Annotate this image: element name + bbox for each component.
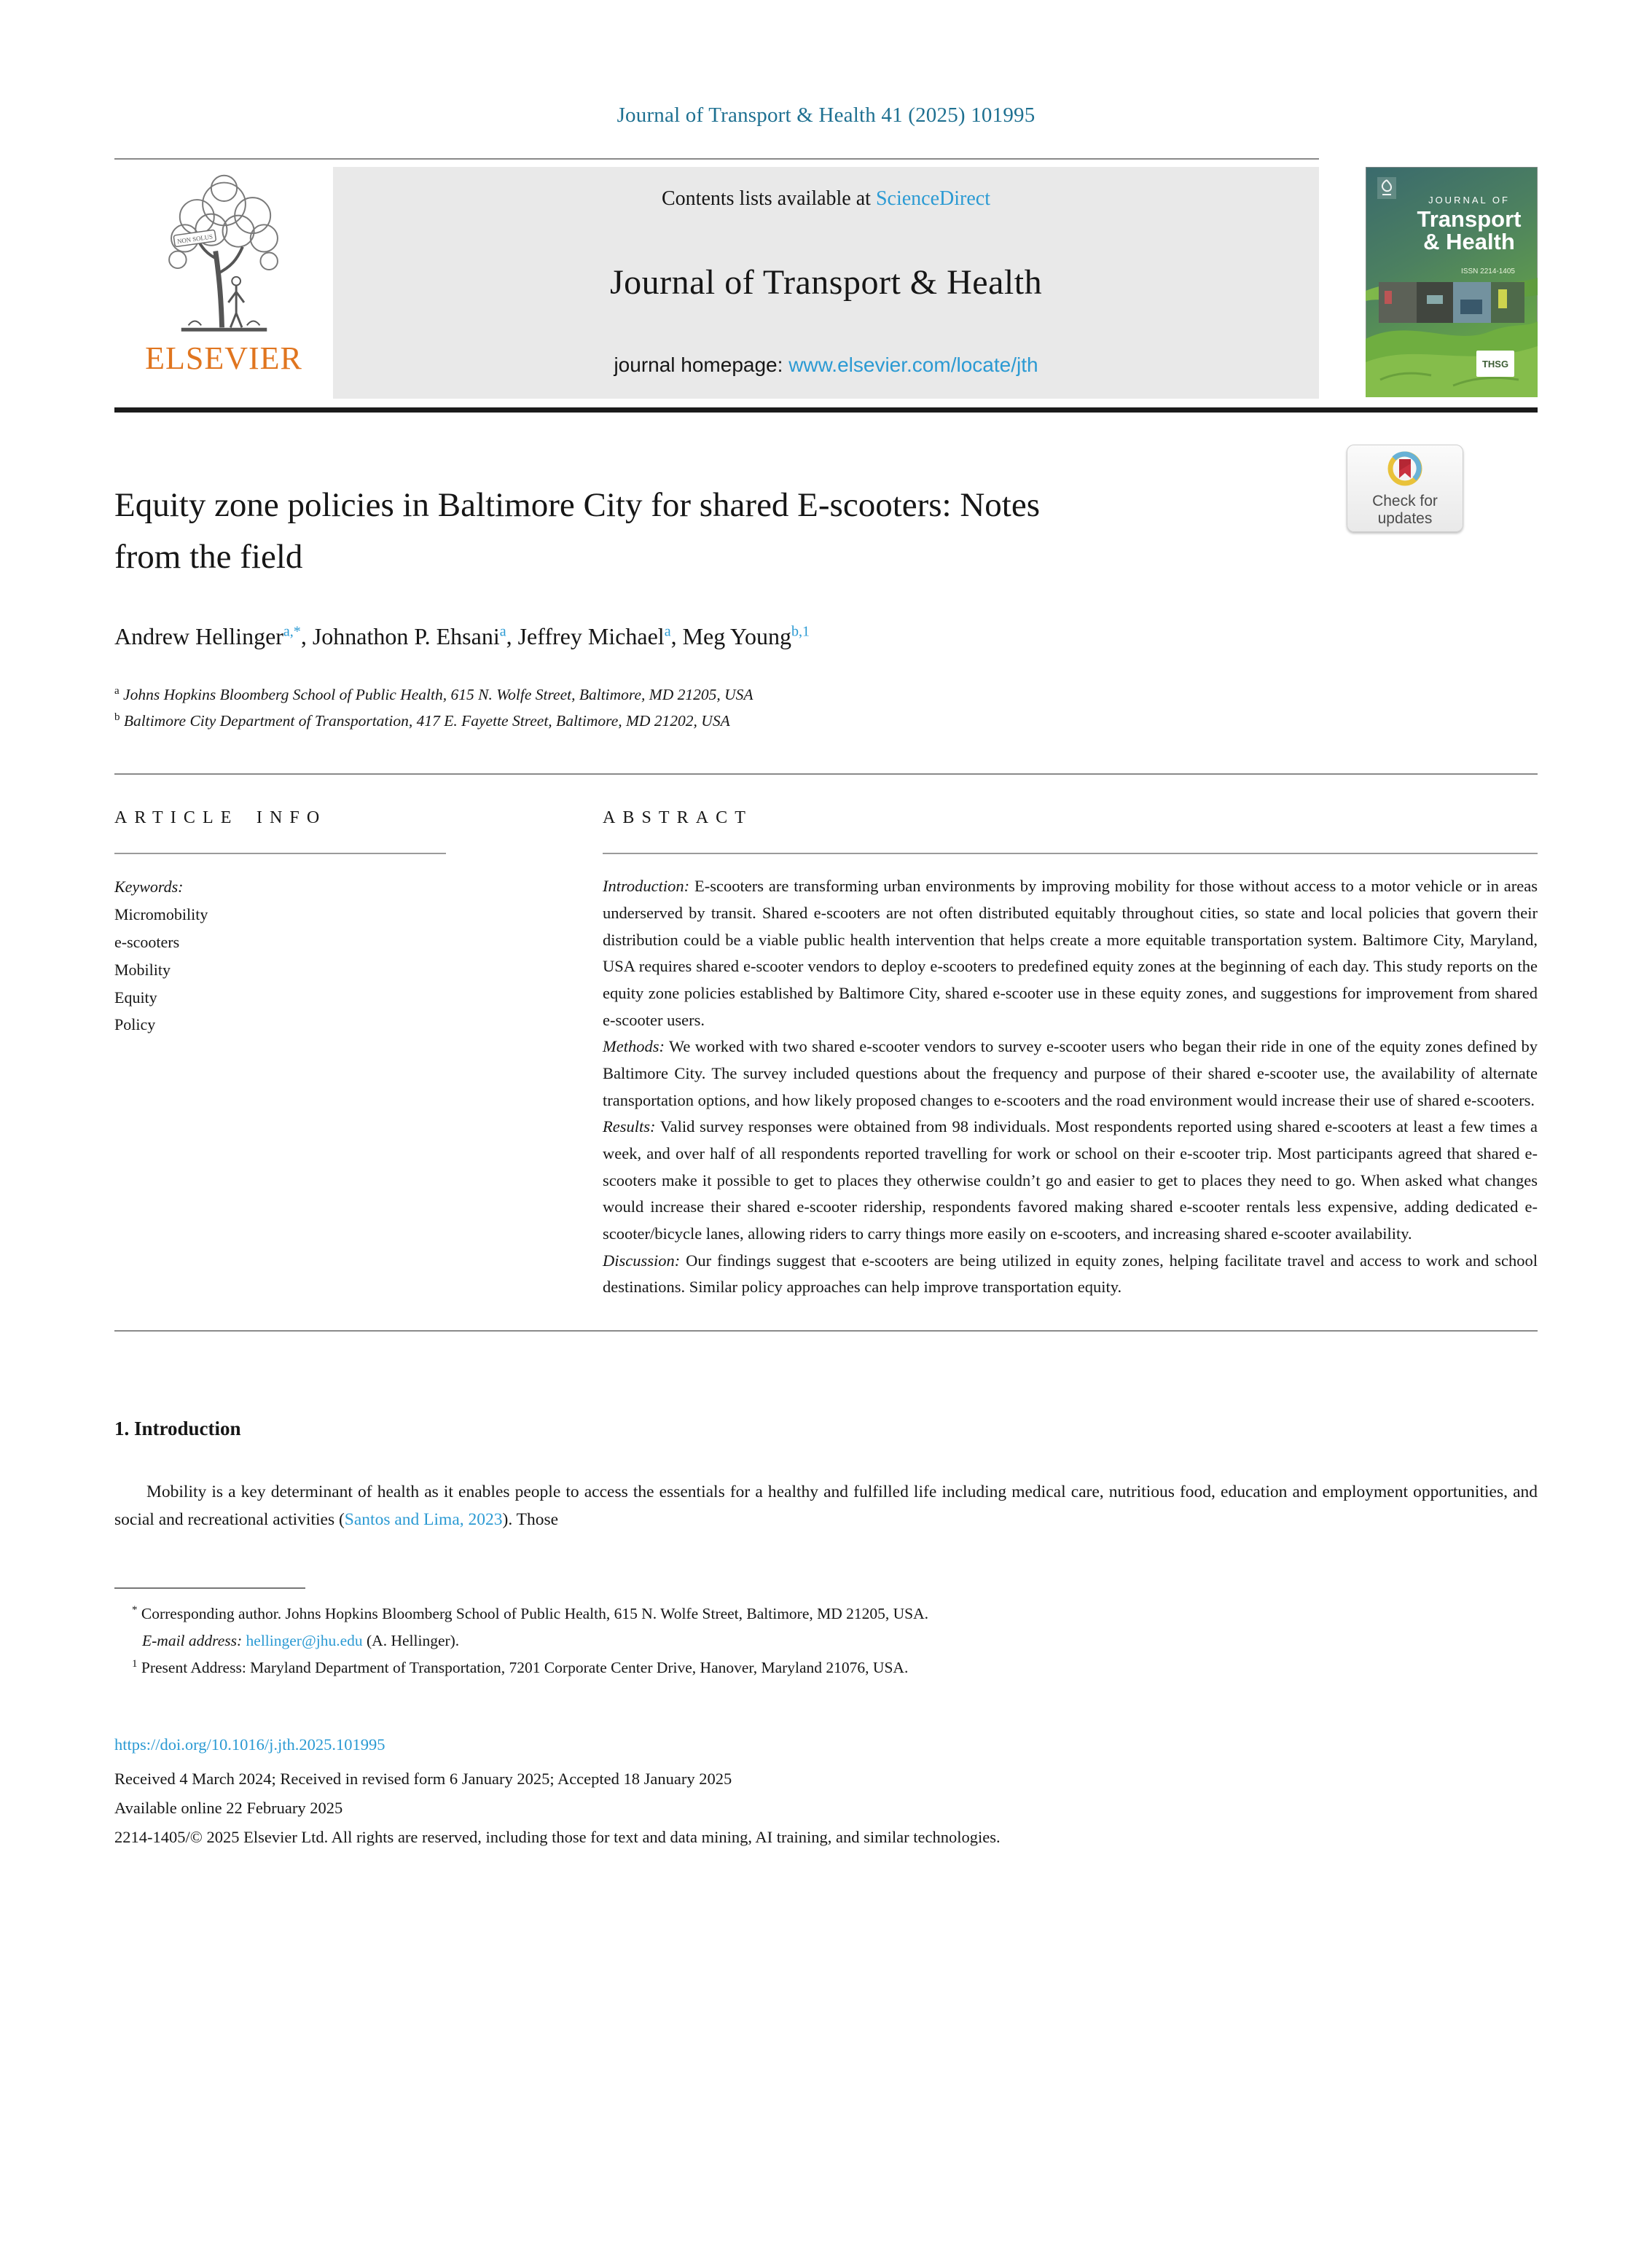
introduction-heading: 1. Introduction (114, 1418, 241, 1439)
author: Andrew Hellinger$^{a,*}$, (114, 623, 313, 649)
article-info-column (114, 808, 446, 1301)
homepage-prefix: journal homepage: (614, 353, 789, 376)
article-title: Equity zone policies in Baltimore City for shared E-scooters: Notes from the field (114, 486, 1041, 576)
keyword: Micromobility (114, 905, 208, 924)
abstract-column (603, 808, 1538, 1301)
abstract-discussion: Discussion: Our findings suggest that e-scooters are being utilized in equity zones, helping facilitate travel and access to work and school destinations. Similar policy approaches can help improve transportation equity. (603, 1251, 1538, 1297)
cover-photo-strip (1379, 282, 1524, 323)
copyright-line: 2214-1405/© 2025 Elsevier Ltd. All rights are reserved, including those for text and data mining, AI training, and similar technologies. (114, 1828, 1001, 1847)
running-head-citation: Journal of Transport & Health 41 (2025) 101995 (616, 103, 1036, 127)
available-online-line: Available online 22 February 2025 (114, 1799, 343, 1818)
doi-link[interactable]: https://doi.org/10.1016/j.jth.2025.101995 (114, 1735, 385, 1754)
keyword: e-scooters (114, 932, 180, 951)
journal-title: Journal of Transport & Health (609, 262, 1043, 302)
keyword: Equity (114, 988, 157, 1007)
abstract-heading: ABSTRACT (603, 808, 753, 828)
email-link[interactable]: hellinger@jhu.edu (246, 1632, 363, 1650)
elsevier-figure (228, 277, 244, 328)
homepage-link[interactable]: www.elsevier.com/locate/jth (788, 353, 1038, 376)
abstract-text (603, 873, 1538, 1301)
journal-banner-box (333, 167, 1319, 399)
check-updates-label: Check for updates (1372, 492, 1438, 527)
article-info-heading: ARTICLE INFO (114, 808, 327, 828)
meta-bottom-rule (114, 1330, 1538, 1332)
publication-history (114, 1764, 1538, 1852)
keyword: Mobility (114, 960, 171, 979)
elsevier-wordmark: ELSEVIER (145, 340, 302, 376)
author-affil-link[interactable]: b,1 (791, 623, 810, 640)
cover-thsg-text: THSG (1481, 359, 1509, 370)
abstract-introduction: Introduction: E-scooters are transforming urban environments by improving mobility for those without access to a motor vehicle or in areas underserved by transit. Shared e-scooters are not often distributed equitably throughout cities, so state and local policies that govern their distribution could be a viable public health intervention that helps create a more equitable transportation system. Baltimore City, Maryland, USA requires shared e-scooter vendors to deploy e-scooters to predefined equity zones at the beginning of each day. This study reports on the equity zone policies established by Baltimore City, shared e-scooter use in these equity zones, and suggestions for improvement from shared e-scooter users. (603, 877, 1538, 1029)
author-affil-link[interactable]: a (664, 623, 671, 640)
keywords-block (114, 873, 446, 1039)
author-affil-link[interactable]: a (499, 623, 506, 640)
contents-prefix: Contents lists available at (662, 187, 876, 210)
citation-link-santos-lima[interactable]: Santos and Lima, 2023 (344, 1510, 503, 1530)
check-updates-icon (1382, 449, 1428, 491)
introduction-paragraph: Mobility is a key determinant of health as it enables people to access the essentials for a healthy and fulfilled life including medical care, nutritious food, education and employment opportunities, and social and recreational activities (Santos and Lima, 2023). Those (114, 1482, 1538, 1530)
received-line: Received 4 March 2024; Received in revised form 6 January 2025; Accepted 18 January 2025 (114, 1770, 732, 1789)
elsevier-tree-icon (149, 167, 299, 338)
footnote-rule (114, 1587, 305, 1589)
cover-issn: ISSN 2214-1405 (1461, 267, 1515, 275)
author-affil-link[interactable]: a,* (283, 623, 301, 640)
abstract-rule (603, 853, 1538, 854)
email-note: E-mail address: hellinger@jhu.edu (A. Hellinger). (142, 1632, 460, 1650)
footnotes (114, 1601, 1538, 1681)
keywords-label: Keywords: (114, 878, 184, 896)
present-address-note: $^1$ Present Address: Maryland Department of Transportation, 7201 Corporate Center Drive, Hanover, Maryland 21076, USA. (132, 1657, 909, 1677)
non-solus-banner (173, 230, 216, 246)
article-info-rule (114, 853, 446, 854)
author: Jeffrey Michael$^a$, (517, 623, 683, 649)
journal-cover-art (1366, 167, 1538, 397)
journal-cover-thumbnail[interactable] (1366, 167, 1538, 397)
cover-title-line2: & Health (1423, 229, 1515, 254)
abstract-results: Results: Valid survey responses were obtained from 98 individuals. Most respondents reported using shared e-scooters at least a few times a week, and over half of all respondents reported travelling for work or school on their e-scooter trip. Most participants agreed that shared e-scooters make it possible to get to places they otherwise couldn’t go and easier to get to places they need to go. When asked what changes would increase their shared e-scooter ridership, respondents favored making shared e-scooter rentals less expensive, adding dedicated e-scooter/bicycle lanes, allowing riders to carry things more easily on e-scooters, and increasing shared e-scooter availability. (603, 1117, 1538, 1243)
cover-title-line1: Transport (1417, 206, 1522, 232)
journal-header (114, 167, 1538, 399)
cover-journal-of: JOURNAL OF (1428, 195, 1510, 206)
sciencedirect-link[interactable]: ScienceDirect (875, 187, 990, 210)
author: Meg Young$^{b,1}$ (682, 623, 810, 649)
elsevier-logo[interactable] (114, 167, 333, 399)
elsevier-motto-text: NON SOLUS (176, 232, 214, 246)
homepage-line (614, 353, 1038, 377)
header-top-rule (114, 158, 1319, 160)
abstract-methods: Methods: We worked with two shared e-scooter vendors to survey e-scooter users who began their ride in one of the equity zones defined by Baltimore City. The survey included questions about the frequency and purpose of their shared e-scooter use, the availability of alternate transportation options, and how likely proposed changes to e-scooters and the road environment would increase their use of shared e-scooters. (603, 1037, 1538, 1109)
contents-line (662, 187, 990, 211)
corresponding-author-note: * Corresponding author. Johns Hopkins Bloomberg School of Public Health, 615 N. Wolfe Street, Baltimore, MD 21205, USA. (132, 1603, 929, 1623)
author: Johnathon P. Ehsani$^a$, (312, 623, 518, 649)
author-list (114, 623, 1538, 650)
cover-society-badge (1476, 351, 1514, 377)
affiliation-b: $^b$ Baltimore City Department of Transportation, 417 E. Fayette Street, Baltimore, MD 21202, USA (114, 711, 730, 730)
keyword: Policy (114, 1015, 156, 1034)
header-bottom-rule (114, 407, 1538, 413)
doi-line (114, 1735, 1538, 1754)
cover-elsevier-mark (1377, 177, 1396, 199)
affiliation-a: $^a$ Johns Hopkins Bloomberg School of Public Health, 615 N. Wolfe Street, Baltimore, MD 21205, USA (114, 685, 753, 704)
affiliations (114, 682, 1538, 734)
check-for-updates-badge[interactable] (1347, 445, 1463, 532)
